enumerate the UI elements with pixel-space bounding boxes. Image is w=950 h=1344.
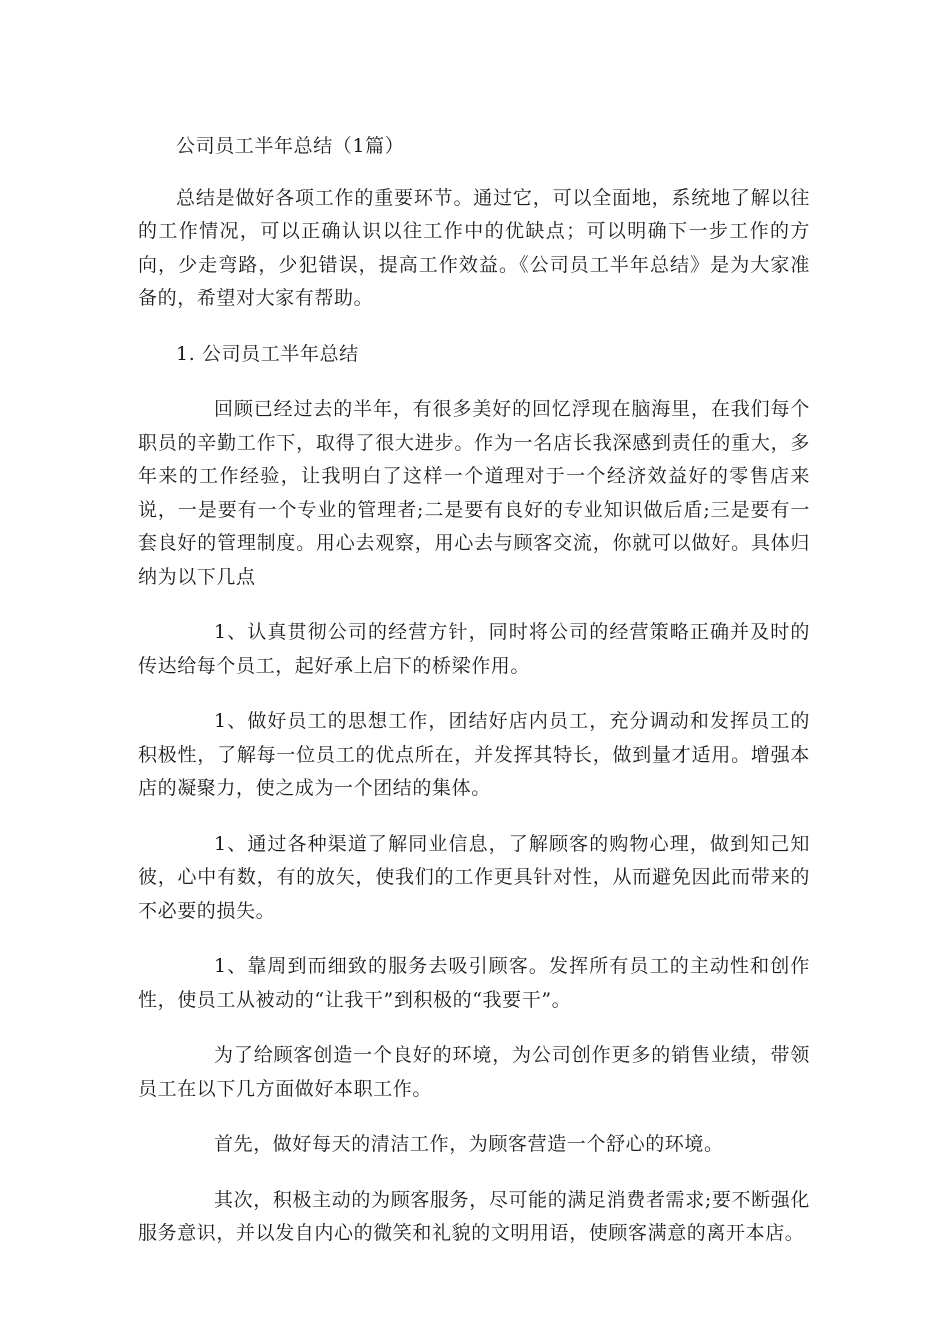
paragraph-environment: 为了给顾客创造一个良好的环境，为公司创作更多的销售业绩，带领员工在以下几方面做好本职工作。 [138,1044,810,1100]
paragraph-point-staff: 1、做好员工的思想工作，团结好店内员工，充分调动和发挥员工的积极性，了解每一位员工的优点所在，并发挥其特长，做到量才适用。增强本店的凝聚力，使之成为一个团结的集体。 [138,710,810,799]
section-heading: 1. 公司员工半年总结 [176,342,359,365]
paragraph-point-policy: 1、认真贯彻公司的经营方针，同时将公司的经营策略正确并及时的传达给每个员工，起好承上启下的桥梁作用。 [138,621,810,677]
document-body [138,130,810,1251]
document-title: 公司员工半年总结（1篇） [176,135,405,157]
paragraph-second: 其次，积极主动的为顾客服务，尽可能的满足消费者需求;要不断强化服务意识，并以发自内心的微笑和礼貌的文明用语，使顾客满意的离开本店。 [138,1188,810,1244]
paragraph-first: 首先，做好每天的清洁工作，为顾客营造一个舒心的环境。 [214,1133,724,1155]
paragraph-point-market: 1、通过各种渠道了解同业信息，了解顾客的购物心理，做到知己知彼，心中有数，有的放矢，使我们的工作更具针对性，从而避免因此而带来的不必要的损失。 [138,832,810,922]
paragraph-point-service: 1、靠周到而细致的服务去吸引顾客。发挥所有员工的主动性和创作性，使员工从被动的“让我干”到积极的“我要干”。 [138,955,810,1011]
paragraph-review: 回顾已经过去的半年，有很多美好的回忆浮现在脑海里，在我们每个职员的辛勤工作下，取得了很大进步。作为一名店长我深感到责任的重大，多年来的工作经验，让我明白了这样一个道理对于一个经济效益好的零售店来说，一是要有一个专业的管理者;二是要有良好的专业知识做后盾;三是要有一套良好的管理制度。用心去观察，用心去与顾客交流，你就可以做好。具体归纳为以下几点 [138,398,810,588]
intro-paragraph: 总结是做好各项工作的重要环节。通过它，可以全面地，系统地了解以往的工作情况，可以正确认识以往工作中的优缺点；可以明确下一步工作的方向，少走弯路，少犯错误，提高工作效益。《公司员工半年总结》是为大家准备的，希望对大家有帮助。 [138,186,810,309]
